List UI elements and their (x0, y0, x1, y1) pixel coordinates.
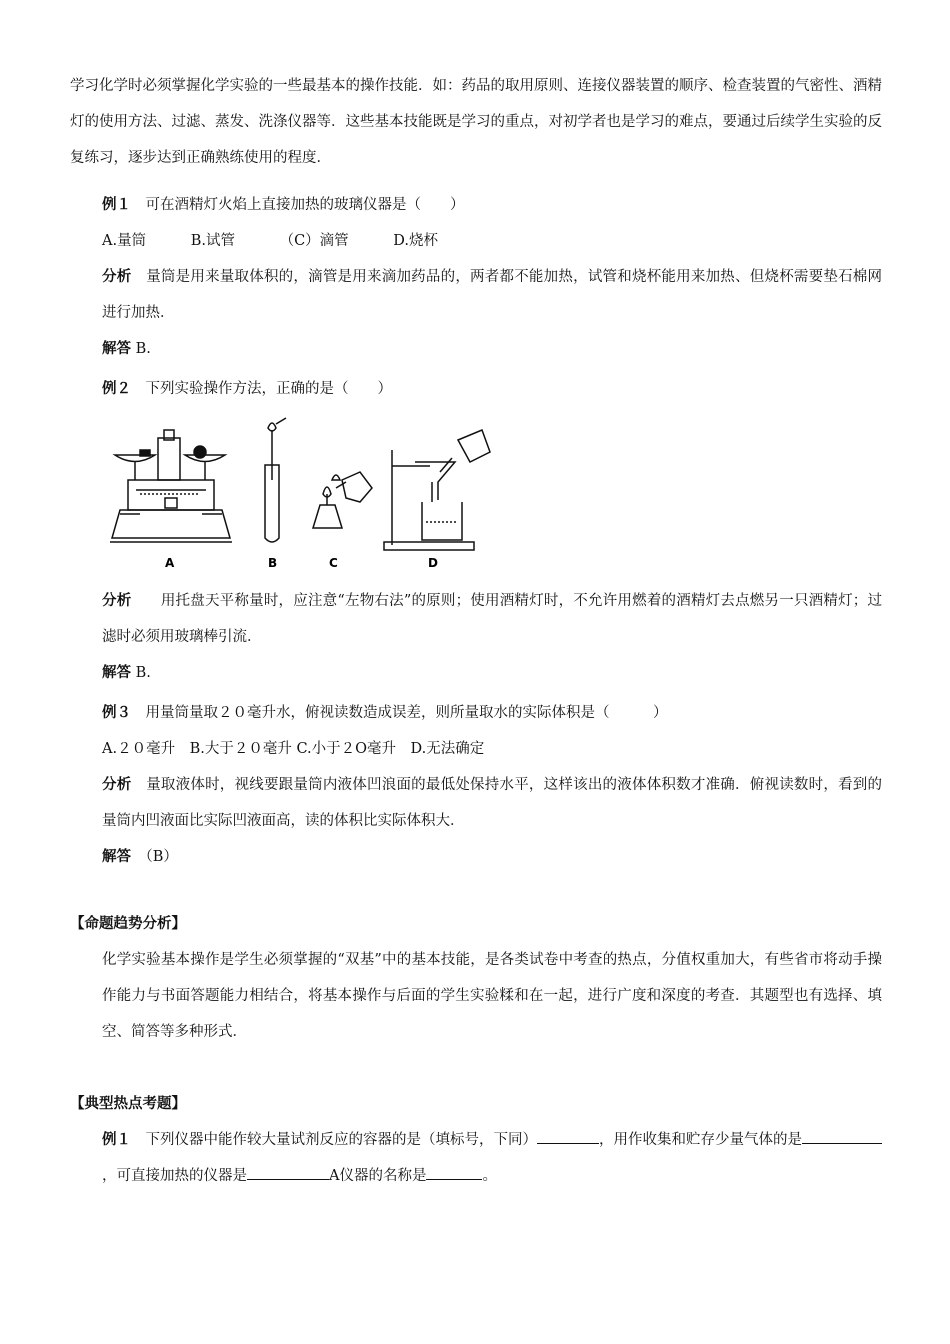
example-3-options: A.２０毫升 B.大于２０毫升 C.小于２O毫升 D.无法确定 (102, 741, 485, 757)
answer-blank-3[interactable] (247, 1165, 329, 1180)
answer-text: B. (135, 665, 151, 681)
test-tube-drawing (265, 418, 286, 542)
example-1-question-text: 可在酒精灯火焰上直接加热的玻璃仪器是（ ） (145, 197, 465, 213)
example-3-label: 例３ (102, 705, 131, 721)
example-1-options (70, 223, 882, 259)
analysis-text: 量筒是用来量取体积的，滴管是用来滴加药品的，两者都不能加热，试管和烧杯能用来加热、但烧杯需要垫石棉网进行加热． (102, 269, 883, 321)
hot-topic-label: 例１ (102, 1132, 131, 1148)
option-c: （C）滴管 (279, 233, 349, 249)
answer-label: 解答 (102, 665, 131, 681)
figure-label-b: B (268, 556, 278, 570)
figure-label-a: A (165, 556, 175, 570)
analysis-text: 量取液体时，视线要跟量筒内液体凹浪面的最低处保持水平，这样该出的液体体积数才准确．俯视读数时，看到的量筒内凹液面比实际凹液面高，读的体积比实际体积大． (102, 777, 883, 829)
option-a: A.量筒 (102, 233, 147, 249)
example-1-label: 例１ (102, 197, 131, 213)
answer-label: 解答 (102, 341, 131, 357)
figure-label-d: D (428, 556, 438, 570)
example-3 (70, 695, 882, 875)
hot-topic-question (70, 1122, 882, 1194)
example-2-label: 例２ (102, 381, 131, 397)
example-2-question (70, 371, 882, 407)
answer-label: 解答 (102, 849, 131, 865)
answer-blank-1[interactable] (537, 1129, 599, 1144)
option-d: D.烧杯 (393, 233, 439, 249)
example-1-question (70, 187, 882, 223)
hot-topic-text-2: ，用作收集和贮存少量气体的是 (599, 1132, 802, 1148)
figure-label-c: C (329, 556, 338, 570)
alcohol-lamp-drawing (313, 472, 372, 528)
answer-text: （B） (145, 849, 178, 865)
trend-text: 化学实验基本操作是学生必须掌握的“双基”中的基本技能，是各类试卷中考查的热点，分值权重加大，有些省市将动手操作能力与书面答题能力相结合，将基本操作与后面的学生实验糅和在一起，进行广度和深度的考查．其题型也有选择、填空、简答等多种形式． (102, 952, 882, 1040)
hot-topics-section (70, 1086, 882, 1194)
balance-drawing (110, 430, 232, 542)
hot-topic-text-1: 下列仪器中能作较大量试剂反应的容器的是（填标号，下同） (145, 1132, 537, 1148)
answer-blank-2[interactable] (802, 1129, 882, 1144)
analysis-label: 分析 (102, 777, 132, 793)
example-2-explanation (70, 583, 882, 691)
intro-paragraph (70, 68, 882, 176)
trend-section (70, 906, 882, 1050)
filtration-drawing (384, 430, 490, 550)
hot-topic-text-4: A仪器的名称是 (329, 1168, 427, 1184)
example-3-question (70, 695, 882, 731)
example-2-analysis (70, 583, 882, 655)
intro-text: 学习化学时必须掌握化学实验的一些最基本的操作技能．如：药品的取用原则、连接仪器装置的顺序、检查装置的气密性、酒精灯的使用方法、过滤、蒸发、洗涤仪器等．这些基本技能既是学习的重点，对初学者也是学习的难点，要通过后续学生实验的反复练习，逐步达到正确熟练使用的程度． (70, 78, 882, 166)
hot-topics-heading: 【典型热点考题】 (70, 1096, 186, 1112)
example-1-analysis (70, 259, 882, 331)
hot-topic-text-5: 。 (482, 1168, 497, 1184)
option-b: B.试管 (190, 233, 235, 249)
example-2-answer (70, 655, 882, 691)
example-2-question-text: 下列实验操作方法，正确的是（ ） (145, 381, 392, 397)
answer-blank-4[interactable] (426, 1165, 482, 1180)
example-3-answer (70, 839, 882, 875)
example-2 (70, 371, 882, 407)
analysis-text: 用托盘天平称量时，应注意“左物右法”的原则；使用酒精灯时，不允许用燃着的酒精灯去点燃另一只酒精灯；过滤时必须用玻璃棒引流． (102, 593, 882, 645)
trend-heading: 【命题趋势分析】 (70, 916, 186, 932)
answer-text: B. (135, 341, 151, 357)
hot-topic-text-3: ，可直接加热的仪器是 (102, 1168, 247, 1184)
lab-apparatus-figure (110, 410, 495, 575)
analysis-label: 分析 (102, 269, 132, 285)
example-1-answer (70, 331, 882, 367)
example-3-question-text: 用量筒量取２０毫升水，俯视读数造成误差，则所量取水的实际体积是（ ） (145, 705, 668, 721)
analysis-label: 分析 (102, 593, 132, 609)
example-3-analysis (70, 767, 882, 839)
example-1 (70, 187, 882, 367)
